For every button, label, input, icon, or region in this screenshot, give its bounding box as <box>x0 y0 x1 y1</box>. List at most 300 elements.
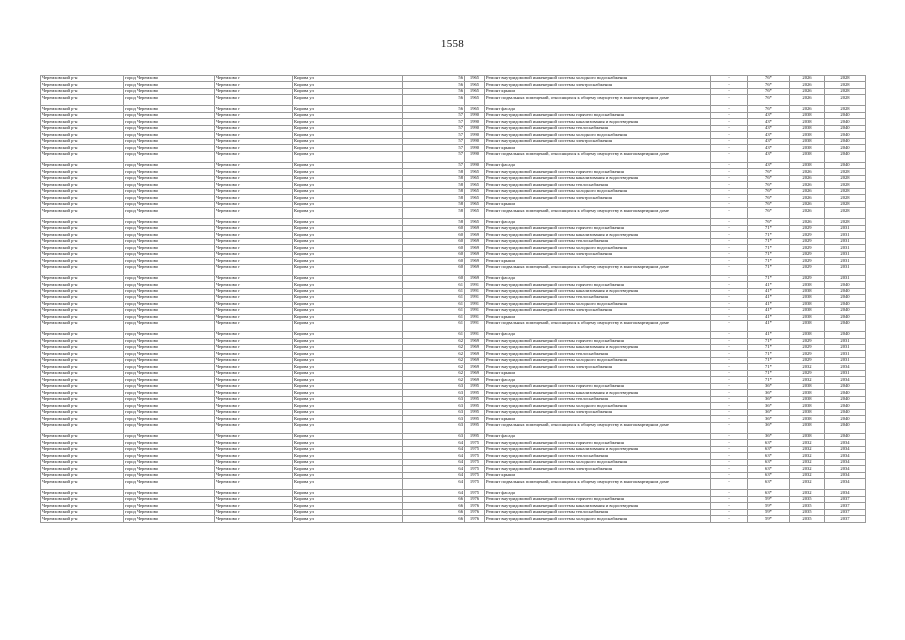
house-number-cell: 57 <box>403 112 465 118</box>
end-year-cell: 2028 <box>825 188 866 194</box>
settlement-cell: город Черемхово <box>124 321 215 332</box>
settlement-cell: город Черемхово <box>124 338 215 344</box>
locality-cell: Черемхово г <box>215 112 293 118</box>
district-cell: Черемховский р-н <box>41 301 124 307</box>
build-year-cell: 1969 <box>465 364 485 370</box>
build-year-cell: 1991 <box>465 308 485 314</box>
start-year-cell: 2038 <box>790 433 825 439</box>
settlement-cell: город Черемхово <box>124 169 215 175</box>
dash-cell: - <box>711 132 748 138</box>
locality-cell: Черемхово г <box>215 344 293 350</box>
house-number-cell: 63 <box>403 403 465 409</box>
wear-cell: 71* <box>748 351 790 357</box>
wear-cell: 43* <box>748 162 790 168</box>
work-type-cell: Ремонт внутридомовой инженерной системы холодного водоснабжения <box>485 459 711 465</box>
work-type-cell: Ремонт фасада <box>485 106 711 112</box>
district-cell: Черемховский р-н <box>41 106 124 112</box>
district-cell: Черемховский р-н <box>41 396 124 402</box>
end-year-cell: 2034 <box>825 453 866 459</box>
wear-cell: 76* <box>748 201 790 207</box>
work-type-cell: Ремонт внутридомовой инженерной системы холодного водоснабжения <box>485 76 711 82</box>
build-year-cell: 1965 <box>465 169 485 175</box>
start-year-cell: 2038 <box>790 288 825 294</box>
start-year-cell: 2038 <box>790 409 825 415</box>
house-number-cell: 60 <box>403 225 465 231</box>
build-year-cell: 1975 <box>465 479 485 490</box>
wear-cell: 71* <box>748 238 790 244</box>
end-year-cell: 2028 <box>825 106 866 112</box>
build-year-cell: 1991 <box>465 282 485 288</box>
wear-cell: 43* <box>748 145 790 151</box>
end-year-cell: 2031 <box>825 357 866 363</box>
start-year-cell: 2032 <box>790 377 825 383</box>
start-year-cell: 2029 <box>790 275 825 281</box>
start-year-cell: 2026 <box>790 175 825 181</box>
dash-cell: - <box>711 479 748 490</box>
wear-cell: 71* <box>748 338 790 344</box>
dash-cell: - <box>711 175 748 181</box>
district-cell: Черемховский р-н <box>41 275 124 281</box>
wear-cell: 41* <box>748 301 790 307</box>
start-year-cell: 2038 <box>790 301 825 307</box>
build-year-cell: 1965 <box>465 76 485 82</box>
locality-cell: Черемхово г <box>215 390 293 396</box>
street-cell: Кирова ул <box>293 416 403 422</box>
settlement-cell: город Черемхово <box>124 112 215 118</box>
build-year-cell: 1975 <box>465 490 485 496</box>
settlement-cell: город Черемхово <box>124 195 215 201</box>
work-type-cell: Ремонт крыши <box>485 314 711 320</box>
wear-cell: 76* <box>748 219 790 225</box>
house-number-cell: 60 <box>403 245 465 251</box>
start-year-cell: 2026 <box>790 195 825 201</box>
house-number-cell: 64 <box>403 453 465 459</box>
house-number-cell: 58 <box>403 195 465 201</box>
district-cell: Черемховский р-н <box>41 88 124 94</box>
street-cell: Кирова ул <box>293 496 403 502</box>
house-number-cell: 61 <box>403 332 465 338</box>
dash-cell: - <box>711 377 748 383</box>
build-year-cell: 1991 <box>465 288 485 294</box>
build-year-cell: 1965 <box>465 82 485 88</box>
house-number-cell: 60 <box>403 275 465 281</box>
wear-cell: 71* <box>748 357 790 363</box>
settlement-cell: город Черемхово <box>124 175 215 181</box>
district-cell: Черемховский р-н <box>41 169 124 175</box>
dash-cell: - <box>711 390 748 396</box>
end-year-cell: 2034 <box>825 446 866 452</box>
settlement-cell: город Черемхово <box>124 151 215 162</box>
house-number-cell: 61 <box>403 321 465 332</box>
district-cell: Черемховский р-н <box>41 145 124 151</box>
street-cell: Кирова ул <box>293 370 403 376</box>
start-year-cell: 2038 <box>790 332 825 338</box>
district-cell: Черемховский р-н <box>41 351 124 357</box>
wear-cell: 63* <box>748 472 790 478</box>
dash-cell: - <box>711 195 748 201</box>
house-number-cell: 64 <box>403 490 465 496</box>
street-cell: Кирова ул <box>293 479 403 490</box>
build-year-cell: 1969 <box>465 225 485 231</box>
settlement-cell: город Черемхово <box>124 106 215 112</box>
table-body <box>41 76 866 523</box>
dash-cell: - <box>711 169 748 175</box>
locality-cell: Черемхово г <box>215 225 293 231</box>
house-number-cell: 63 <box>403 433 465 439</box>
locality-cell: Черемхово г <box>215 509 293 515</box>
work-type-cell: Ремонт крыши <box>485 472 711 478</box>
table-row <box>41 264 866 275</box>
house-number-cell: 66 <box>403 509 465 515</box>
house-number-cell: 57 <box>403 145 465 151</box>
street-cell: Кирова ул <box>293 106 403 112</box>
build-year-cell: 1969 <box>465 232 485 238</box>
settlement-cell: город Черемхово <box>124 295 215 301</box>
end-year-cell: 2040 <box>825 409 866 415</box>
dash-cell: - <box>711 433 748 439</box>
locality-cell: Черемхово г <box>215 95 293 106</box>
locality-cell: Черемхово г <box>215 416 293 422</box>
house-number-cell: 64 <box>403 459 465 465</box>
build-year-cell: 1976 <box>465 503 485 509</box>
dash-cell: - <box>711 396 748 402</box>
locality-cell: Черемхово г <box>215 453 293 459</box>
work-type-cell: Ремонт внутридомовой инженерной системы холодного водоснабжения <box>485 188 711 194</box>
wear-cell: 71* <box>748 258 790 264</box>
end-year-cell: 2037 <box>825 496 866 502</box>
house-number-cell: 64 <box>403 466 465 472</box>
build-year-cell: 1995 <box>465 409 485 415</box>
locality-cell: Черемхово г <box>215 238 293 244</box>
locality-cell: Черемхово г <box>215 175 293 181</box>
work-type-cell: Ремонт внутридомовой инженерной системы теплоснабжения <box>485 295 711 301</box>
end-year-cell: 2028 <box>825 88 866 94</box>
house-number-cell: 58 <box>403 182 465 188</box>
locality-cell: Черемхово г <box>215 232 293 238</box>
build-year-cell: 1990 <box>465 162 485 168</box>
dash-cell: - <box>711 264 748 275</box>
dash-cell: - <box>711 145 748 151</box>
wear-cell: 71* <box>748 232 790 238</box>
work-type-cell: Ремонт внутридомовой инженерной системы теплоснабжения <box>485 509 711 515</box>
dash-cell: - <box>711 151 748 162</box>
work-type-cell: Ремонт внутридомовой инженерной системы горячего водоснабжения <box>485 282 711 288</box>
table-row <box>41 479 866 490</box>
end-year-cell: 2031 <box>825 344 866 350</box>
settlement-cell: город Черемхово <box>124 188 215 194</box>
settlement-cell: город Черемхово <box>124 201 215 207</box>
district-cell: Черемховский р-н <box>41 119 124 125</box>
work-type-cell: Ремонт крыши <box>485 258 711 264</box>
house-number-cell: 58 <box>403 175 465 181</box>
build-year-cell: 1965 <box>465 188 485 194</box>
dash-cell: - <box>711 301 748 307</box>
district-cell: Черемховский р-н <box>41 82 124 88</box>
build-year-cell: 1991 <box>465 301 485 307</box>
house-number-cell: 61 <box>403 301 465 307</box>
work-type-cell: Ремонт внутридомовой инженерной системы электроснабжения <box>485 466 711 472</box>
settlement-cell: город Черемхово <box>124 377 215 383</box>
wear-cell: 76* <box>748 182 790 188</box>
end-year-cell: 2034 <box>825 490 866 496</box>
end-year-cell: 2031 <box>825 351 866 357</box>
street-cell: Кирова ул <box>293 446 403 452</box>
district-cell: Черемховский р-н <box>41 440 124 446</box>
locality-cell: Черемхово г <box>215 76 293 82</box>
start-year-cell: 2038 <box>790 295 825 301</box>
house-number-cell: 62 <box>403 357 465 363</box>
settlement-cell: город Черемхово <box>124 383 215 389</box>
end-year-cell: 2037 <box>825 516 866 522</box>
district-cell: Черемховский р-н <box>41 225 124 231</box>
build-year-cell: 1969 <box>465 251 485 257</box>
build-year-cell: 1969 <box>465 264 485 275</box>
build-year-cell: 1965 <box>465 201 485 207</box>
district-cell: Черемховский р-н <box>41 258 124 264</box>
end-year-cell: 2040 <box>825 132 866 138</box>
dash-cell: - <box>711 453 748 459</box>
locality-cell: Черемхово г <box>215 459 293 465</box>
district-cell: Черемховский р-н <box>41 251 124 257</box>
build-year-cell: 1995 <box>465 396 485 402</box>
street-cell: Кирова ул <box>293 258 403 264</box>
build-year-cell: 1995 <box>465 433 485 439</box>
wear-cell: 63* <box>748 446 790 452</box>
settlement-cell: город Черемхово <box>124 509 215 515</box>
wear-cell: 71* <box>748 377 790 383</box>
street-cell: Кирова ул <box>293 509 403 515</box>
house-number-cell: 64 <box>403 472 465 478</box>
locality-cell: Черемхово г <box>215 208 293 219</box>
work-type-cell: Ремонт внутридомовой инженерной системы холодного водоснабжения <box>485 516 711 522</box>
work-type-cell: Ремонт внутридомовой инженерной системы канализования и водоотведения <box>485 232 711 238</box>
end-year-cell: 2040 <box>825 119 866 125</box>
street-cell: Кирова ул <box>293 182 403 188</box>
district-cell: Черемховский р-н <box>41 138 124 144</box>
build-year-cell: 1969 <box>465 245 485 251</box>
build-year-cell: 1965 <box>465 195 485 201</box>
dash-cell: - <box>711 208 748 219</box>
build-year-cell: 1965 <box>465 175 485 181</box>
dash-cell: - <box>711 516 748 522</box>
house-number-cell: 63 <box>403 383 465 389</box>
locality-cell: Черемхово г <box>215 138 293 144</box>
work-type-cell: Ремонт внутридомовой инженерной системы канализования и водоотведения <box>485 390 711 396</box>
district-cell: Черемховский р-н <box>41 459 124 465</box>
dash-cell: - <box>711 357 748 363</box>
district-cell: Черемховский р-н <box>41 357 124 363</box>
work-type-cell: Ремонт фасада <box>485 275 711 281</box>
work-type-cell: Ремонт внутридомовой инженерной системы канализования и водоотведения <box>485 344 711 350</box>
end-year-cell: 2040 <box>825 282 866 288</box>
end-year-cell: 2028 <box>825 201 866 207</box>
end-year-cell: 2031 <box>825 238 866 244</box>
work-type-cell: Ремонт фасада <box>485 162 711 168</box>
locality-cell: Черемхово г <box>215 275 293 281</box>
dash-cell: - <box>711 245 748 251</box>
start-year-cell: 2038 <box>790 416 825 422</box>
settlement-cell: город Черемхово <box>124 82 215 88</box>
locality-cell: Черемхово г <box>215 422 293 433</box>
end-year-cell: 2040 <box>825 125 866 131</box>
locality-cell: Черемхово г <box>215 258 293 264</box>
build-year-cell: 1975 <box>465 472 485 478</box>
start-year-cell: 2029 <box>790 225 825 231</box>
locality-cell: Черемхово г <box>215 245 293 251</box>
wear-cell: 63* <box>748 459 790 465</box>
house-number-cell: 58 <box>403 219 465 225</box>
district-cell: Черемховский р-н <box>41 370 124 376</box>
district-cell: Черемховский р-н <box>41 453 124 459</box>
table-row <box>41 321 866 332</box>
start-year-cell: 2029 <box>790 357 825 363</box>
settlement-cell: город Черемхово <box>124 496 215 502</box>
end-year-cell: 2034 <box>825 364 866 370</box>
end-year-cell: 2034 <box>825 466 866 472</box>
locality-cell: Черемхово г <box>215 490 293 496</box>
work-type-cell: Ремонт фасада <box>485 219 711 225</box>
end-year-cell: 2040 <box>825 390 866 396</box>
wear-cell: 36* <box>748 396 790 402</box>
house-number-cell: 60 <box>403 238 465 244</box>
build-year-cell: 1990 <box>465 145 485 151</box>
start-year-cell: 2035 <box>790 516 825 522</box>
end-year-cell: 2037 <box>825 509 866 515</box>
locality-cell: Черемхово г <box>215 169 293 175</box>
district-cell: Черемховский р-н <box>41 390 124 396</box>
start-year-cell: 2038 <box>790 138 825 144</box>
dash-cell: - <box>711 314 748 320</box>
locality-cell: Черемхово г <box>215 119 293 125</box>
wear-cell: 76* <box>748 88 790 94</box>
end-year-cell: 2028 <box>825 208 866 219</box>
end-year-cell: 2040 <box>825 308 866 314</box>
district-cell: Черемховский р-н <box>41 232 124 238</box>
build-year-cell: 1975 <box>465 440 485 446</box>
start-year-cell: 2029 <box>790 344 825 350</box>
dash-cell: - <box>711 88 748 94</box>
house-number-cell: 56 <box>403 95 465 106</box>
house-number-cell: 57 <box>403 119 465 125</box>
locality-cell: Черемхово г <box>215 403 293 409</box>
settlement-cell: город Черемхово <box>124 314 215 320</box>
wear-cell: 76* <box>748 175 790 181</box>
street-cell: Кирова ул <box>293 383 403 389</box>
settlement-cell: город Черемхово <box>124 403 215 409</box>
district-cell: Черемховский р-н <box>41 264 124 275</box>
street-cell: Кирова ул <box>293 132 403 138</box>
street-cell: Кирова ул <box>293 321 403 332</box>
build-year-cell: 1975 <box>465 446 485 452</box>
dash-cell: - <box>711 472 748 478</box>
wear-cell: 76* <box>748 82 790 88</box>
locality-cell: Черемхово г <box>215 472 293 478</box>
wear-cell: 41* <box>748 314 790 320</box>
work-type-cell: Ремонт крыши <box>485 145 711 151</box>
start-year-cell: 2026 <box>790 208 825 219</box>
house-number-cell: 63 <box>403 416 465 422</box>
wear-cell: 36* <box>748 403 790 409</box>
locality-cell: Черемхово г <box>215 370 293 376</box>
start-year-cell: 2026 <box>790 188 825 194</box>
build-year-cell: 1969 <box>465 377 485 383</box>
start-year-cell: 2029 <box>790 232 825 238</box>
wear-cell: 36* <box>748 409 790 415</box>
work-type-cell: Ремонт внутридомовой инженерной системы горячего водоснабжения <box>485 225 711 231</box>
district-cell: Черемховский р-н <box>41 321 124 332</box>
build-year-cell: 1990 <box>465 125 485 131</box>
settlement-cell: город Черемхово <box>124 282 215 288</box>
street-cell: Кирова ул <box>293 95 403 106</box>
work-type-cell: Ремонт внутридомовой инженерной системы холодного водоснабжения <box>485 132 711 138</box>
start-year-cell: 2032 <box>790 459 825 465</box>
street-cell: Кирова ул <box>293 76 403 82</box>
end-year-cell: 2040 <box>825 138 866 144</box>
page-number: 1558 <box>440 38 465 50</box>
street-cell: Кирова ул <box>293 295 403 301</box>
wear-cell: 76* <box>748 208 790 219</box>
locality-cell: Черемхово г <box>215 308 293 314</box>
end-year-cell: 2040 <box>825 151 866 162</box>
build-year-cell: 1965 <box>465 95 485 106</box>
district-cell: Черемховский р-н <box>41 245 124 251</box>
end-year-cell: 2031 <box>825 245 866 251</box>
build-year-cell: 1995 <box>465 416 485 422</box>
street-cell: Кирова ул <box>293 516 403 522</box>
settlement-cell: город Черемхово <box>124 225 215 231</box>
table-row <box>41 208 866 219</box>
house-number-cell: 61 <box>403 308 465 314</box>
street-cell: Кирова ул <box>293 238 403 244</box>
end-year-cell: 2034 <box>825 377 866 383</box>
street-cell: Кирова ул <box>293 453 403 459</box>
settlement-cell: город Черемхово <box>124 466 215 472</box>
build-year-cell: 1991 <box>465 321 485 332</box>
dash-cell: - <box>711 295 748 301</box>
end-year-cell: 2028 <box>825 219 866 225</box>
table-row <box>41 151 866 162</box>
locality-cell: Черемхово г <box>215 332 293 338</box>
wear-cell: 43* <box>748 119 790 125</box>
work-type-cell: Ремонт внутридомовой инженерной системы горячего водоснабжения <box>485 496 711 502</box>
locality-cell: Черемхово г <box>215 357 293 363</box>
district-cell: Черемховский р-н <box>41 195 124 201</box>
start-year-cell: 2032 <box>790 453 825 459</box>
house-number-cell: 66 <box>403 496 465 502</box>
build-year-cell: 1975 <box>465 459 485 465</box>
settlement-cell: город Черемхово <box>124 245 215 251</box>
end-year-cell: 2037 <box>825 503 866 509</box>
settlement-cell: город Черемхово <box>124 119 215 125</box>
district-cell: Черемховский р-н <box>41 496 124 502</box>
wear-cell: 41* <box>748 308 790 314</box>
locality-cell: Черемхово г <box>215 288 293 294</box>
work-type-cell: Ремонт внутридомовой инженерной системы горячего водоснабжения <box>485 383 711 389</box>
street-cell: Кирова ул <box>293 264 403 275</box>
build-year-cell: 1976 <box>465 509 485 515</box>
district-cell: Черемховский р-н <box>41 76 124 82</box>
street-cell: Кирова ул <box>293 201 403 207</box>
work-type-cell: Ремонт внутридомовой инженерной системы холодного водоснабжения <box>485 357 711 363</box>
dash-cell: - <box>711 76 748 82</box>
work-type-cell: Ремонт внутридомовой инженерной системы электроснабжения <box>485 364 711 370</box>
wear-cell: 36* <box>748 390 790 396</box>
dash-cell: - <box>711 106 748 112</box>
house-number-cell: 60 <box>403 251 465 257</box>
settlement-cell: город Черемхово <box>124 459 215 465</box>
start-year-cell: 2026 <box>790 95 825 106</box>
start-year-cell: 2038 <box>790 162 825 168</box>
